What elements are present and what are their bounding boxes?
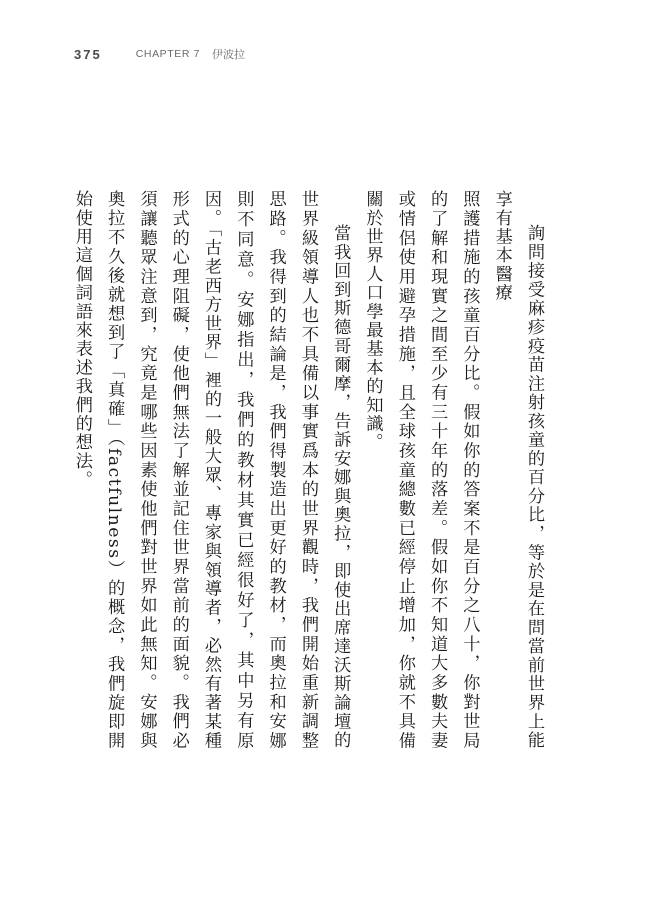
chapter-title: 伊波拉 [212, 48, 246, 61]
chapter-label: CHAPTER 7 [135, 48, 201, 60]
running-header [74, 46, 245, 62]
paragraph-stockholm: 當我回到斯德哥爾摩，告訴安娜與奧拉，即使出席達沃斯論壇的世界級領導人也不具備以事實爲本的世界觀時，我們開始重新調整思路。我得到的結論是，我們得製造出更好的教材，而奧拉和安娜則不同意。安娜指出，我們的教材其實已經很好了，其中另有原因。「古老西方世界」裡的一般大眾、專家與領導者，必然有著某種形式的心理阻礙，使他們無法了解並記住世界當前的面貌。我們必須讓聽眾注意到，究竟是哪些因素使他們對世界如此無知。安娜與奧拉不久後就想到了「真確」（factfulness）的概念，我們旋即開始使用這個詞語來表述我們的想法。 [71, 190, 351, 750]
paragraph-vaccine-intro: 詢問接受麻疹疫苗注射孩童的百分比，等於是在問當前世界上能享有基本醫療 [491, 190, 544, 750]
paragraph-vaccine: 照護措施的孩童百分比。假如你的答案不是百分之八十，你對世局的了解和現實之間至少有三十年的落差。假如你不知道大多數夫妻或情侶使用避孕措施，且全球孩童總數已經停止增加，你就不具備關於世界人口學最基本的知識。 [362, 190, 480, 750]
body-text [66, 190, 550, 750]
page-number: 375 [74, 46, 102, 62]
